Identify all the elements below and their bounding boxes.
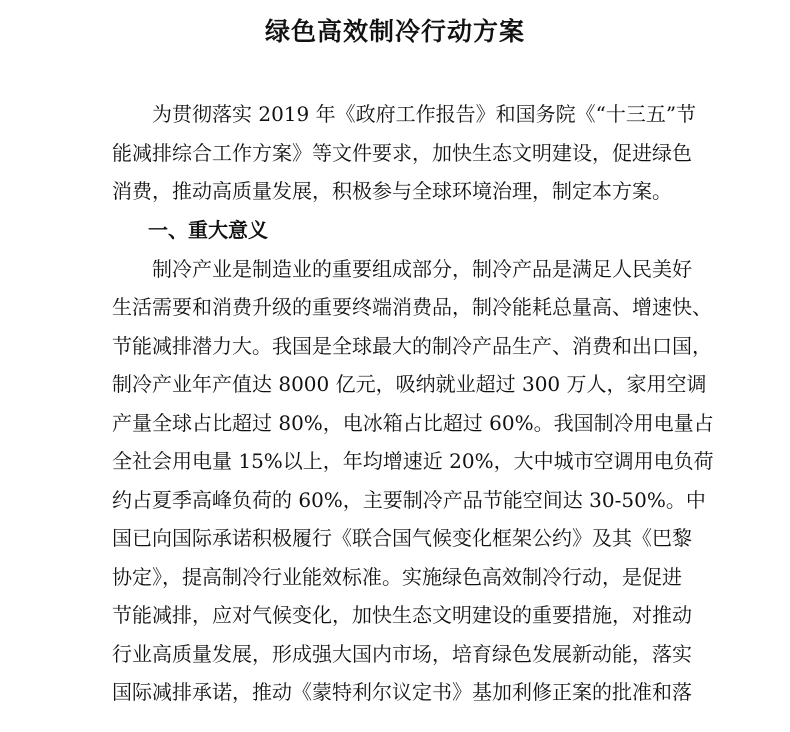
intro-line-3: 消费，推动高质量发展，积极参与全球环境治理，制定本方案。 xyxy=(112,179,672,203)
body-line-7: 约占夏季高峰负荷的 60%，主要制冷产品节能空间达 30-50%。中 xyxy=(112,488,706,512)
section-heading: 一、重大意义 xyxy=(148,218,268,242)
body-line-9: 协定》，提高制冷行业能效标准。实施绿色高效制冷行动，是促进 xyxy=(112,565,682,589)
document-title: 绿色高效制冷行动方案 xyxy=(264,17,525,46)
body-line-11: 行业高质量发展，形成强大国内市场，培育绿色发展新动能，落实 xyxy=(112,642,692,666)
body-line-5: 产量全球占比超过 80%，电冰箱占比超过 60%。我国制冷用电量占 xyxy=(112,411,714,435)
body-line-3: 节能减排潜力大。我国是全球最大的制冷产品生产、消费和出口国， xyxy=(112,334,712,358)
body-line-4: 制冷产业年产值达 8000 亿元，吸纳就业超过 300 万人，家用空调 xyxy=(112,372,707,396)
intro-line-1: 为贯彻落实 2019 年《政府工作报告》和国务院《“十三五”节 xyxy=(152,102,697,126)
body-line-6: 全社会用电量 15%以上，年均增速近 20%，大中城市空调用电负荷 xyxy=(112,449,714,473)
body-line-12: 国际减排承诺，推动《蒙特利尔议定书》基加利修正案的批准和落 xyxy=(112,680,692,704)
body-line-2: 生活需要和消费升级的重要终端消费品，制冷能耗总量高、增速快、 xyxy=(112,295,712,319)
body-line-8: 国已向国际承诺积极履行《联合国气候变化框架公约》及其《巴黎 xyxy=(112,526,692,550)
body-line-10: 节能减排，应对气候变化，加快生态文明建设的重要措施，对推动 xyxy=(112,603,692,627)
intro-line-2: 能减排综合工作方案》等文件要求，加快生态文明建设，促进绿色 xyxy=(112,141,692,165)
body-line-1: 制冷产业是制造业的重要组成部分，制冷产品是满足人民美好 xyxy=(152,257,692,281)
